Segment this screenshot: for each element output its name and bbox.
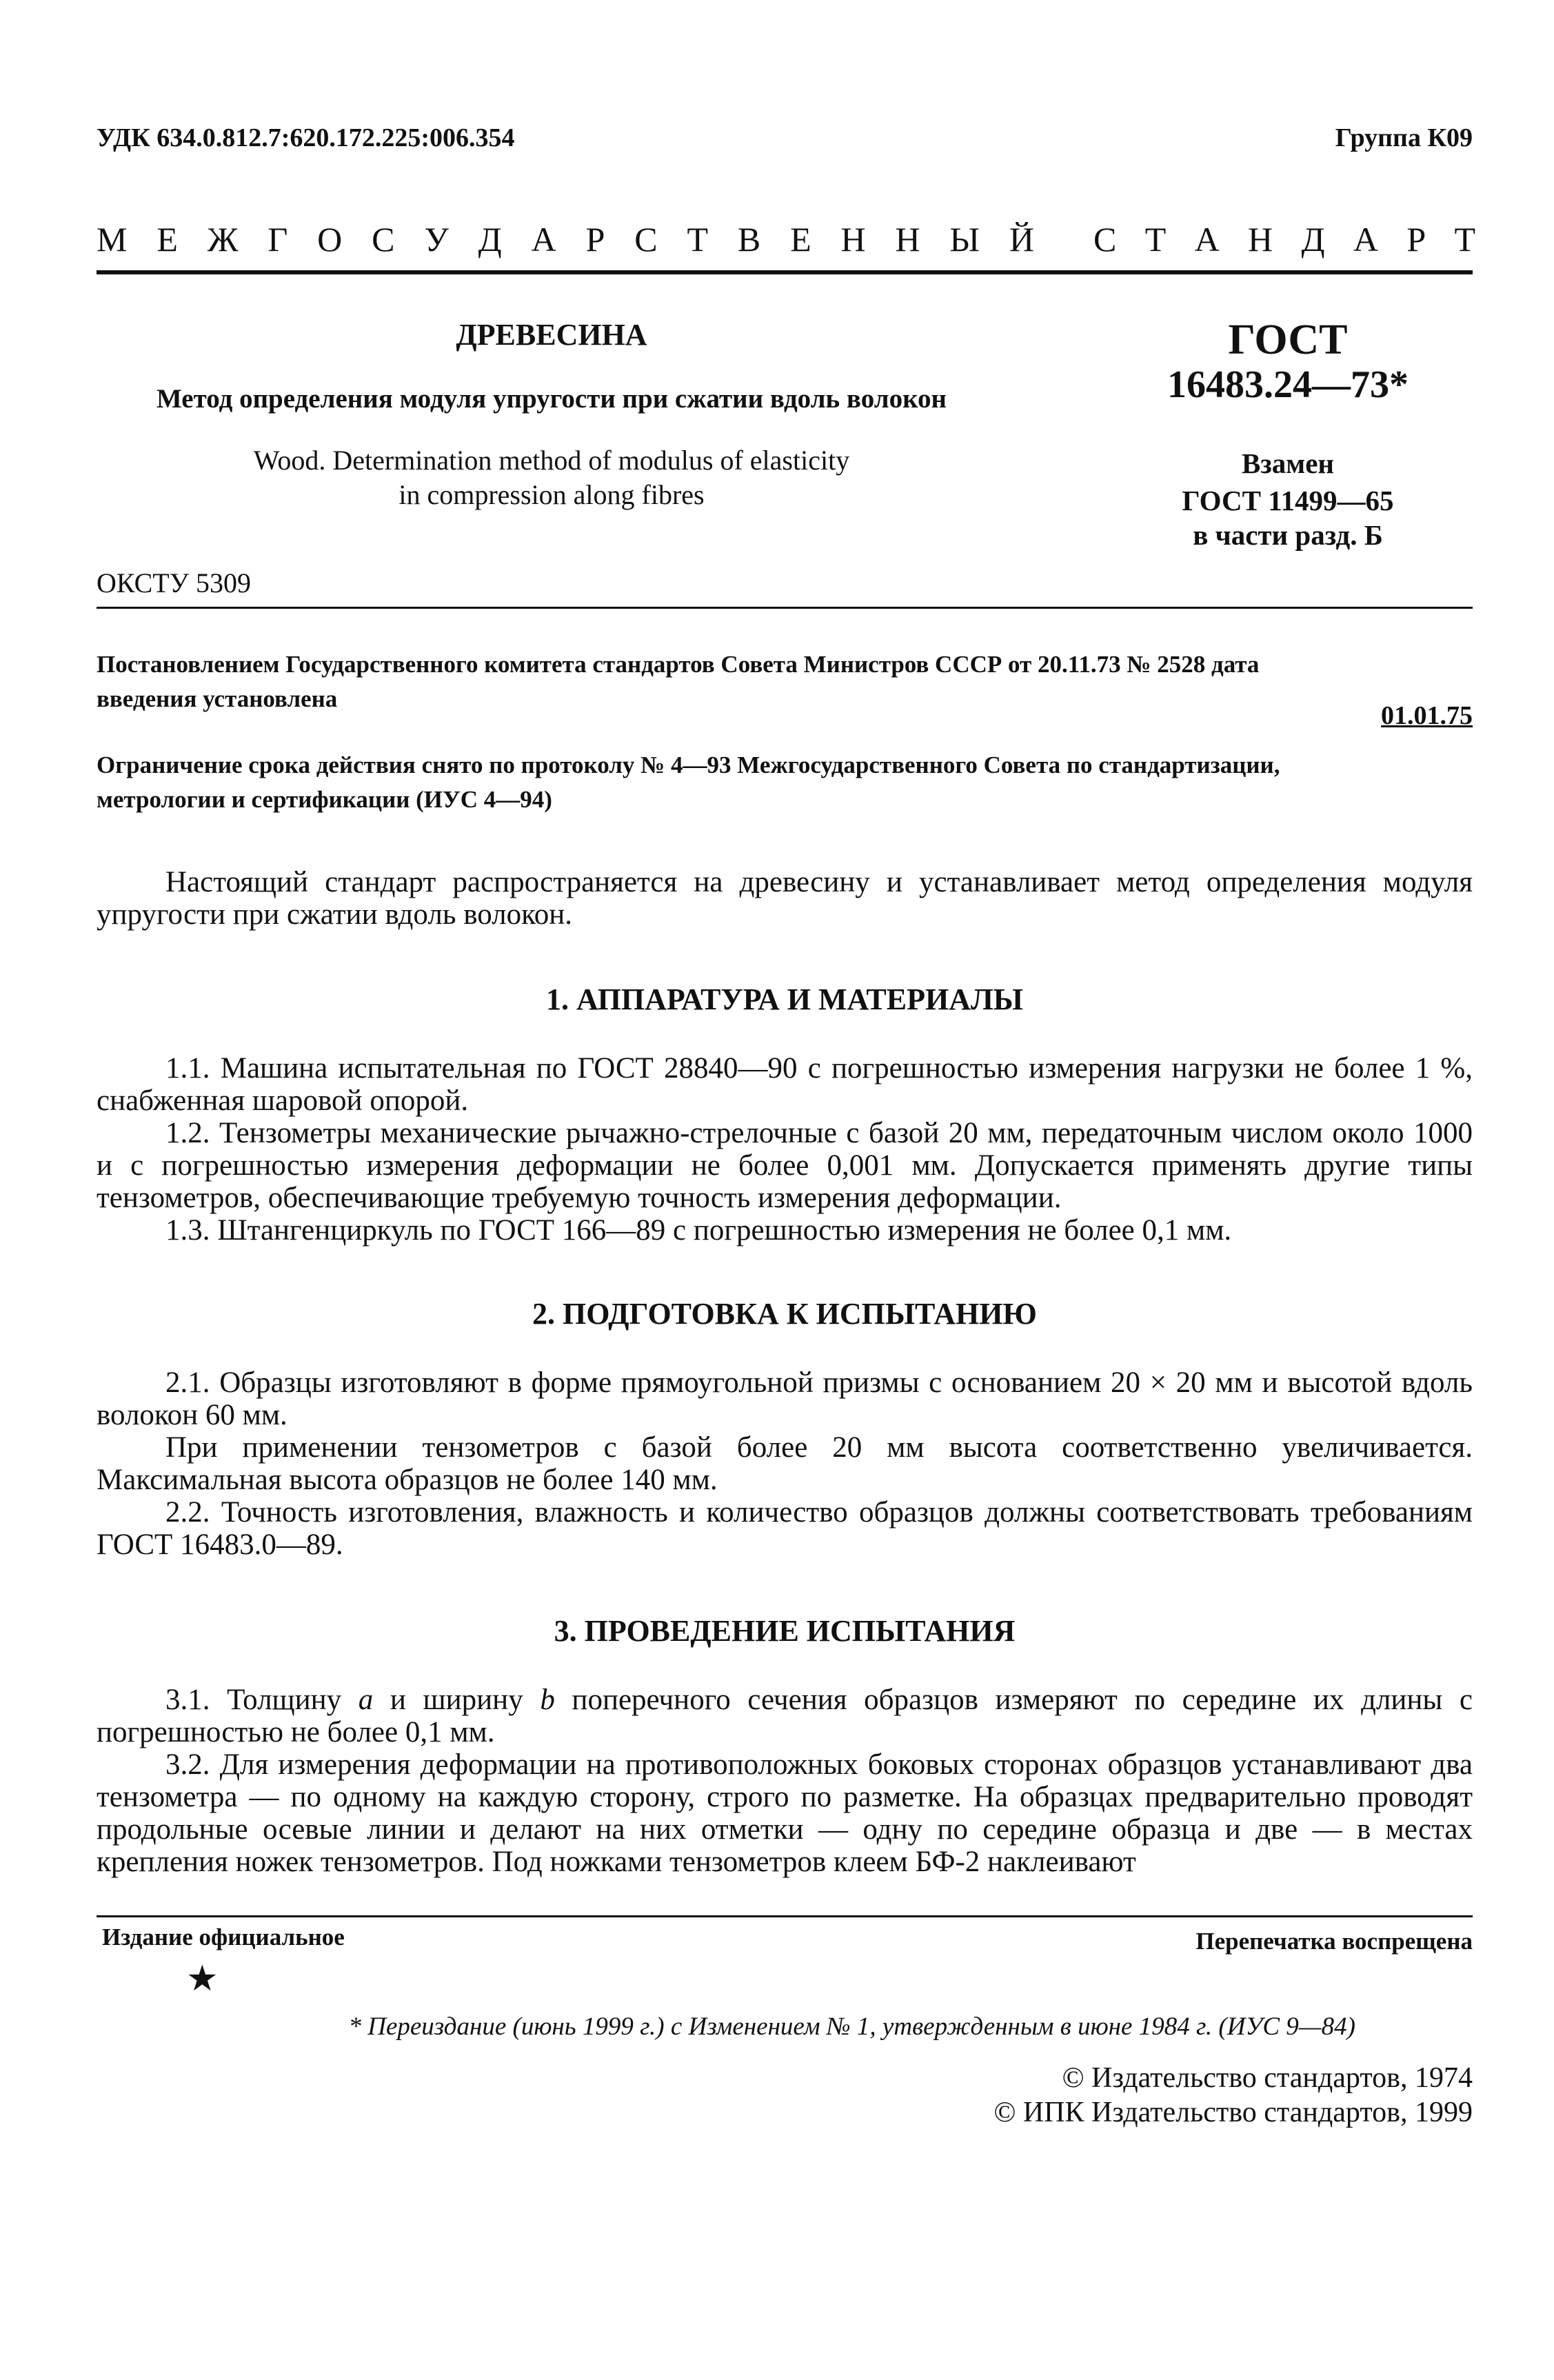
reprint-prohibited: Перепечатка воспрещена [1195, 1928, 1473, 1955]
doc-subtitle: Метод определения модуля упругости при сжатии вдоль волокон [156, 384, 947, 414]
decree-line2: введения установлена [97, 685, 338, 712]
var-a: a [358, 1684, 374, 1716]
intro-text: Настоящий стандарт распространяется на древесину и устанавливает метод определения модуля упругости при сжатии вдоль волокон. [97, 866, 1473, 931]
para-3-2: 3.2. Для измерения деформации на противоположных боковых сторонах образцов устанавливают два тензометра — по одному на каждую сторону, строго по разметке. На образцах предварительно проводят продольные осевые линии и делают на них отметки — одну по середине образца и две — в местах крепления ножек тензометров. Под ножками тензометров клеем БФ-2 наклеивают [97, 1748, 1473, 1878]
banner-standard-letter: А [1194, 220, 1220, 259]
banner-interstate-letter: С [634, 220, 658, 259]
banner-interstate-letter: У [424, 220, 449, 259]
banner-interstate-letter: Ж [207, 220, 239, 259]
doc-title-en-line2: in compression along fibres [398, 479, 705, 510]
banner-rule [97, 270, 1473, 274]
banner-interstate-letter: Т [687, 220, 708, 259]
para-1-2: 1.2. Тензометры механические рычажно-стрелочные с базой 20 мм, передаточным числом около 1000 и с погрешностью измерения деформации не более 0,001 мм. Допускается применять другие типы тензометров, обеспечивающие требуемую точность измерения деформации. [97, 1117, 1473, 1214]
para-3-1 [97, 1684, 1473, 1748]
copyright-1974: © Издательство стандартов, 1974 [1062, 2062, 1473, 2094]
doc-title: ДРЕВЕСИНА [456, 318, 647, 352]
udk-code: УДК 634.0.812.7:620.172.225:006.354 [97, 123, 515, 152]
decree-line1: Постановлением Государственного комитета стандартов Совета Министров СССР от 20.11.73 № 2528 дата [97, 651, 1260, 678]
banner-standard-letter: А [1353, 220, 1378, 259]
banner-interstate-letter: Г [268, 220, 288, 259]
section-1-title: 1. АППАРАТУРА И МАТЕРИАЛЫ [546, 982, 1023, 1016]
footer-rule [97, 1915, 1473, 1917]
copyright-1999: © ИПК Издательство стандартов, 1999 [993, 2097, 1473, 2128]
banner-interstate-letter: В [737, 220, 761, 259]
section-3-title: 3. ПРОВЕДЕНИЕ ИСПЫТАНИЯ [554, 1614, 1016, 1648]
doc-title-en-line1: Wood. Determination method of modulus of elasticity [253, 445, 850, 476]
banner-interstate-letter: Й [1009, 220, 1034, 259]
banner-interstate-letter: Н [840, 220, 866, 259]
banner-standard-letter: Д [1301, 220, 1325, 259]
para-3-1-mid: и ширину [373, 1684, 541, 1716]
banner-standard-letter: Т [1454, 220, 1475, 259]
para-3-1-pre: 3.1. Толщину [165, 1684, 359, 1716]
para-3-1-post: поперечного сечения образцов измеряют по середине их длины с погрешностью не более 0,1 мм. [97, 1684, 1473, 1748]
banner-standard [1093, 219, 1475, 259]
gost-number: 16483.24—73* [1167, 363, 1409, 406]
section-3-body [97, 1684, 1473, 1878]
banner-interstate-letter: Е [790, 220, 811, 259]
reissue-note: * Переиздание (июнь 1999 г.) с Изменением № 1, утвержденным в июне 1984 г. (ИУС 9—84) [348, 2013, 1355, 2041]
para-1-1: 1.1. Машина испытательная по ГОСТ 28840—90 с погрешностью измерения нагрузки не более 1 %, снабженная шаровой опорой. [97, 1052, 1473, 1117]
banner-interstate-letter: Д [478, 220, 502, 259]
banner-interstate-letter: С [372, 220, 395, 259]
intro-paragraph [97, 866, 1473, 931]
var-b: b [540, 1684, 555, 1716]
para-2-1-note: При применении тензометров с базой более 20 мм высота соответственно увеличивается. Максимальная высота образцов не более 140 мм. [97, 1431, 1473, 1496]
banner-standard-letter: С [1093, 220, 1117, 259]
group-code: Группа К09 [1335, 123, 1473, 152]
banner-interstate-letter: М [97, 220, 128, 259]
gost-label: ГОСТ [1228, 316, 1348, 363]
para-2-2: 2.2. Точность изготовления, влажность и количество образцов должны соответствовать требованиям ГОСТ 16483.0—89. [97, 1496, 1473, 1561]
star-icon: ★ [186, 1959, 219, 1999]
banner-interstate-letter: Ы [949, 220, 980, 259]
restriction-line1: Ограничение срока действия снято по протоколу № 4—93 Межгосударственного Совета по стандартизации, [97, 752, 1280, 778]
banner-interstate-letter: О [317, 220, 343, 259]
replaces-part: в части разд. Б [1193, 519, 1383, 551]
replaces-label: Взамен [1241, 447, 1335, 479]
section-2-body [97, 1367, 1473, 1561]
title-rule [97, 607, 1473, 609]
para-2-1: 2.1. Образцы изготовляют в форме прямоугольной призмы с основанием 20 × 20 мм и высотой вдоль волокон 60 мм. [97, 1367, 1473, 1431]
official-edition: Издание официальное [102, 1924, 345, 1950]
banner-interstate-letter: Е [157, 220, 178, 259]
banner-interstate [97, 219, 1034, 259]
restriction-line2: метрологии и сертификации (ИУС 4—94) [97, 786, 552, 813]
replaces-value: ГОСТ 11499—65 [1182, 485, 1394, 516]
section-2-title: 2. ПОДГОТОВКА К ИСПЫТАНИЮ [532, 1297, 1037, 1331]
okstu-code: ОКСТУ 5309 [97, 567, 252, 598]
decree-date: 01.01.75 [1381, 701, 1473, 730]
section-1-body [97, 1052, 1473, 1247]
banner-interstate-letter: Н [895, 220, 920, 259]
para-1-3: 1.3. Штангенциркуль по ГОСТ 166—89 с погрешностью измерения не более 0,1 мм. [165, 1214, 1232, 1247]
banner-standard-letter: Р [1406, 220, 1426, 259]
banner-standard-letter: Т [1144, 220, 1167, 259]
banner-interstate-letter: А [531, 220, 556, 259]
banner-interstate-letter: Р [585, 220, 605, 259]
banner-standard-letter: Н [1248, 220, 1273, 259]
